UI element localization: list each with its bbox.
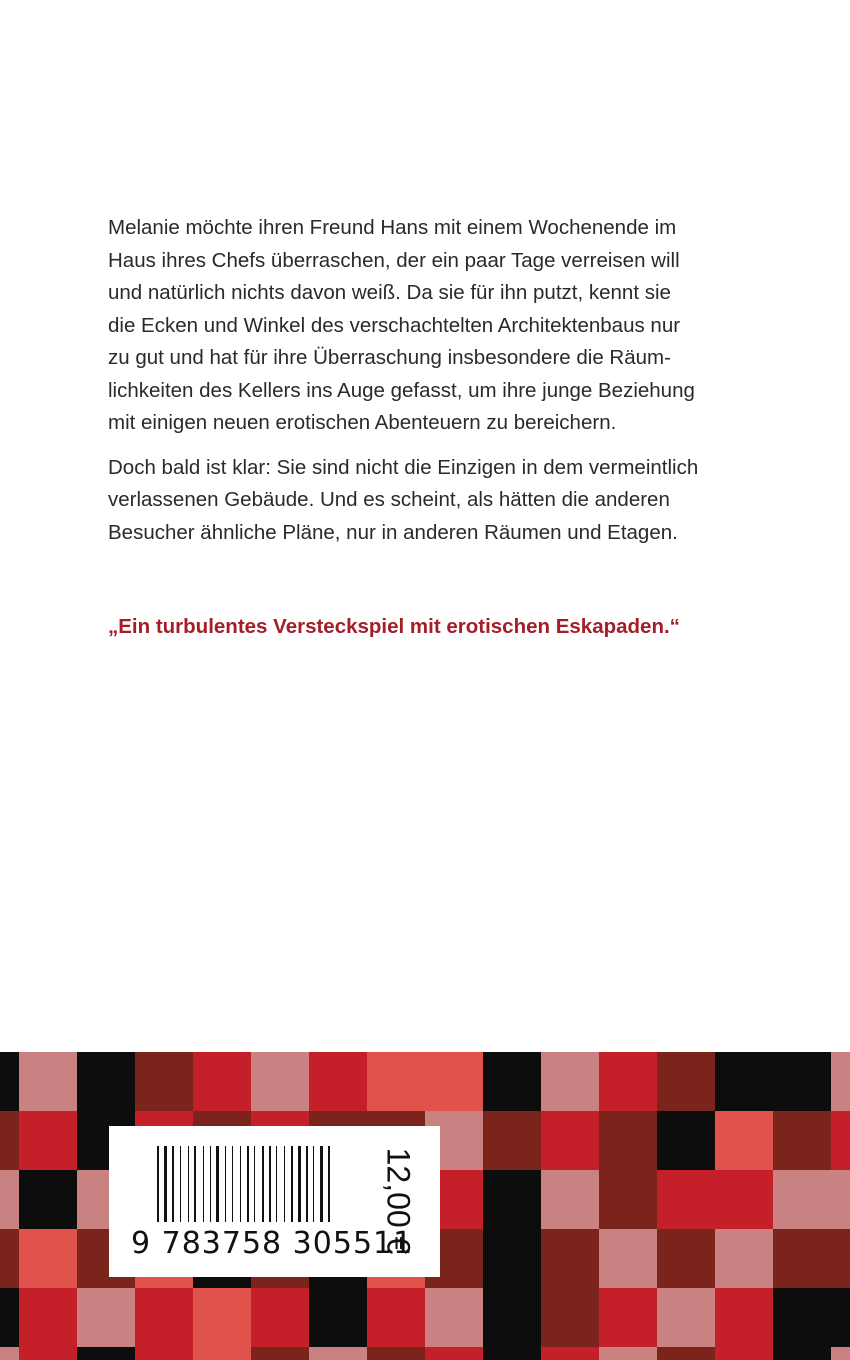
isbn-number: 9 783758 305511 — [131, 1226, 414, 1261]
pattern-cell — [541, 1170, 599, 1229]
barcode-bar — [284, 1146, 285, 1222]
barcode-bar — [198, 1146, 201, 1222]
barcode-bar — [254, 1146, 255, 1222]
barcode-bar — [210, 1146, 211, 1222]
pattern-cell — [0, 1111, 19, 1170]
blurb-line: mit einigen neuen erotischen Abenteuern zu bereichern. — [108, 411, 617, 434]
pattern-cell — [367, 1052, 425, 1111]
blurb-line: und natürlich nichts davon weiß. Da sie für ihn putzt, kennt sie — [108, 281, 671, 304]
pattern-cell — [193, 1347, 251, 1360]
pattern-cell — [657, 1052, 715, 1111]
pattern-cell — [425, 1347, 483, 1360]
pattern-cell — [831, 1111, 850, 1170]
barcode-bar — [240, 1146, 241, 1222]
pattern-cell — [19, 1170, 77, 1229]
pattern-cell — [773, 1288, 831, 1347]
barcode-bar — [298, 1146, 301, 1222]
pattern-cell — [251, 1288, 309, 1347]
pattern-cell — [0, 1288, 19, 1347]
blurb-line: Doch bald ist klar: Sie sind nicht die Einzigen in dem vermeintlich — [108, 455, 699, 479]
pattern-cell — [657, 1111, 715, 1170]
pattern-cell — [309, 1288, 367, 1347]
barcode-bar — [269, 1146, 271, 1222]
barcode-bar — [243, 1146, 245, 1222]
pattern-cell — [0, 1170, 19, 1229]
barcode-bar — [320, 1146, 323, 1222]
barcode-bar — [213, 1146, 214, 1222]
barcode-bar — [257, 1146, 260, 1222]
price-tag — [363, 1140, 433, 1262]
barcode-bar — [262, 1146, 264, 1222]
pattern-cell — [135, 1347, 193, 1360]
barcode-bar — [169, 1146, 170, 1222]
barcode-bar — [221, 1146, 223, 1222]
pattern-cell — [77, 1347, 135, 1360]
barcode-bar — [232, 1146, 233, 1222]
pattern-cell — [251, 1347, 309, 1360]
pattern-cell — [77, 1052, 135, 1111]
pattern-cell — [483, 1052, 541, 1111]
pattern-cell — [715, 1288, 773, 1347]
pattern-cell — [193, 1288, 251, 1347]
barcode-bar — [194, 1146, 196, 1222]
pattern-cell — [0, 1347, 19, 1360]
pattern-cell — [19, 1347, 77, 1360]
pattern-cell — [309, 1052, 367, 1111]
blurb-line: Melanie möchte ihren Freund Hans mit einem Wochenende im — [108, 216, 677, 239]
pattern-cell — [541, 1347, 599, 1360]
blurb-line: Besucher ähnliche Pläne, nur in anderen Räumen und Etagen. — [108, 520, 678, 544]
barcode-bar — [176, 1146, 178, 1222]
pattern-cell — [599, 1170, 657, 1229]
barcode-bar — [191, 1146, 192, 1222]
pattern-cell — [657, 1229, 715, 1288]
blurb-line: die Ecken und Winkel des verschachtelten Architektenbaus nur — [108, 313, 681, 337]
pattern-cell — [715, 1229, 773, 1288]
pattern-cell — [77, 1288, 135, 1347]
price-text: 12,00 € — [380, 1147, 417, 1255]
pattern-cell — [541, 1229, 599, 1288]
barcode-bar — [303, 1146, 304, 1222]
pattern-cell — [483, 1170, 541, 1229]
pattern-cell — [773, 1052, 831, 1111]
blurb-line: Haus ihres Chefs überraschen, der ein paar Tage verreisen will — [108, 248, 680, 272]
blurb-line: zu gut und hat für ihre Überraschung insbesondere die Räum- — [108, 346, 671, 369]
blurb-text — [108, 212, 728, 549]
pattern-cell — [367, 1288, 425, 1347]
pattern-cell — [773, 1229, 831, 1288]
barcode-bar — [313, 1146, 314, 1222]
barcode-bar — [295, 1146, 296, 1222]
barcode-bar — [306, 1146, 308, 1222]
pattern-cell — [483, 1229, 541, 1288]
barcode-bar — [172, 1146, 174, 1222]
barcode-bar — [161, 1146, 162, 1222]
barcode-bar — [188, 1146, 189, 1222]
pattern-cell — [657, 1288, 715, 1347]
pattern-cell — [715, 1111, 773, 1170]
barcode-bar — [203, 1146, 204, 1222]
pattern-cell — [135, 1288, 193, 1347]
pattern-cell — [309, 1347, 367, 1360]
pattern-cell — [483, 1347, 541, 1360]
barcode-bar — [332, 1146, 333, 1222]
pattern-cell — [367, 1347, 425, 1360]
barcode-bar — [276, 1146, 277, 1222]
blurb-line: lichkeiten des Kellers ins Auge gefasst, um ihre junge Beziehung — [108, 378, 695, 402]
pattern-cell — [0, 1052, 19, 1111]
pattern-cell — [19, 1288, 77, 1347]
pattern-cell — [541, 1111, 599, 1170]
blurb-paragraph-1 — [108, 212, 728, 440]
barcode-bar — [164, 1146, 167, 1222]
pattern-cell — [541, 1288, 599, 1347]
pattern-cell — [715, 1052, 773, 1111]
pattern-cell — [135, 1052, 193, 1111]
barcode-bar — [325, 1146, 326, 1222]
pattern-cell — [773, 1347, 831, 1360]
blurb-paragraph-2 — [108, 452, 728, 550]
pattern-cell — [657, 1347, 715, 1360]
barcode-bar — [310, 1146, 311, 1222]
barcode-label — [109, 1126, 440, 1277]
barcode-bar — [225, 1146, 226, 1222]
pattern-cell — [483, 1288, 541, 1347]
barcode-bar — [157, 1146, 159, 1222]
pattern-cell — [715, 1170, 773, 1229]
barcode-bar — [206, 1146, 208, 1222]
pattern-cell — [0, 1229, 19, 1288]
barcode-bar — [180, 1146, 181, 1222]
barcode-bar — [316, 1146, 318, 1222]
pattern-cell — [599, 1288, 657, 1347]
pattern-cell — [19, 1111, 77, 1170]
pattern-cell — [831, 1170, 850, 1229]
pattern-cell — [599, 1052, 657, 1111]
pattern-cell — [831, 1229, 850, 1288]
barcode-bar — [279, 1146, 282, 1222]
pattern-cell — [19, 1052, 77, 1111]
barcode-bar — [273, 1146, 274, 1222]
pattern-cell — [773, 1111, 831, 1170]
barcode-bar — [328, 1146, 330, 1222]
pattern-cell — [599, 1347, 657, 1360]
tagline-quote: „Ein turbulentes Versteckspiel mit erotischen Eskapaden.“ — [108, 615, 680, 638]
pattern-cell — [599, 1229, 657, 1288]
barcode-bar — [291, 1146, 293, 1222]
barcode-bar — [251, 1146, 252, 1222]
pattern-cell — [193, 1052, 251, 1111]
pattern-cell — [657, 1170, 715, 1229]
barcode-bar — [247, 1146, 249, 1222]
barcode-bar — [216, 1146, 219, 1222]
pattern-cell — [251, 1052, 309, 1111]
pattern-cell — [773, 1170, 831, 1229]
barcode-bar — [228, 1146, 230, 1222]
barcode-bar — [266, 1146, 267, 1222]
pattern-cell — [831, 1347, 850, 1360]
pattern-cell — [599, 1111, 657, 1170]
barcode-bar — [287, 1146, 289, 1222]
barcode-bars — [157, 1146, 373, 1222]
pattern-cell — [19, 1229, 77, 1288]
pattern-cell — [831, 1052, 850, 1111]
pattern-cell — [425, 1288, 483, 1347]
barcode-bar — [235, 1146, 238, 1222]
pattern-cell — [831, 1288, 850, 1347]
blurb-line: verlassenen Gebäude. Und es scheint, als hätten die anderen — [108, 488, 670, 511]
pattern-cell — [483, 1111, 541, 1170]
barcode-bar — [183, 1146, 186, 1222]
pattern-cell — [541, 1052, 599, 1111]
pattern-cell — [425, 1052, 483, 1111]
pattern-cell — [715, 1347, 773, 1360]
